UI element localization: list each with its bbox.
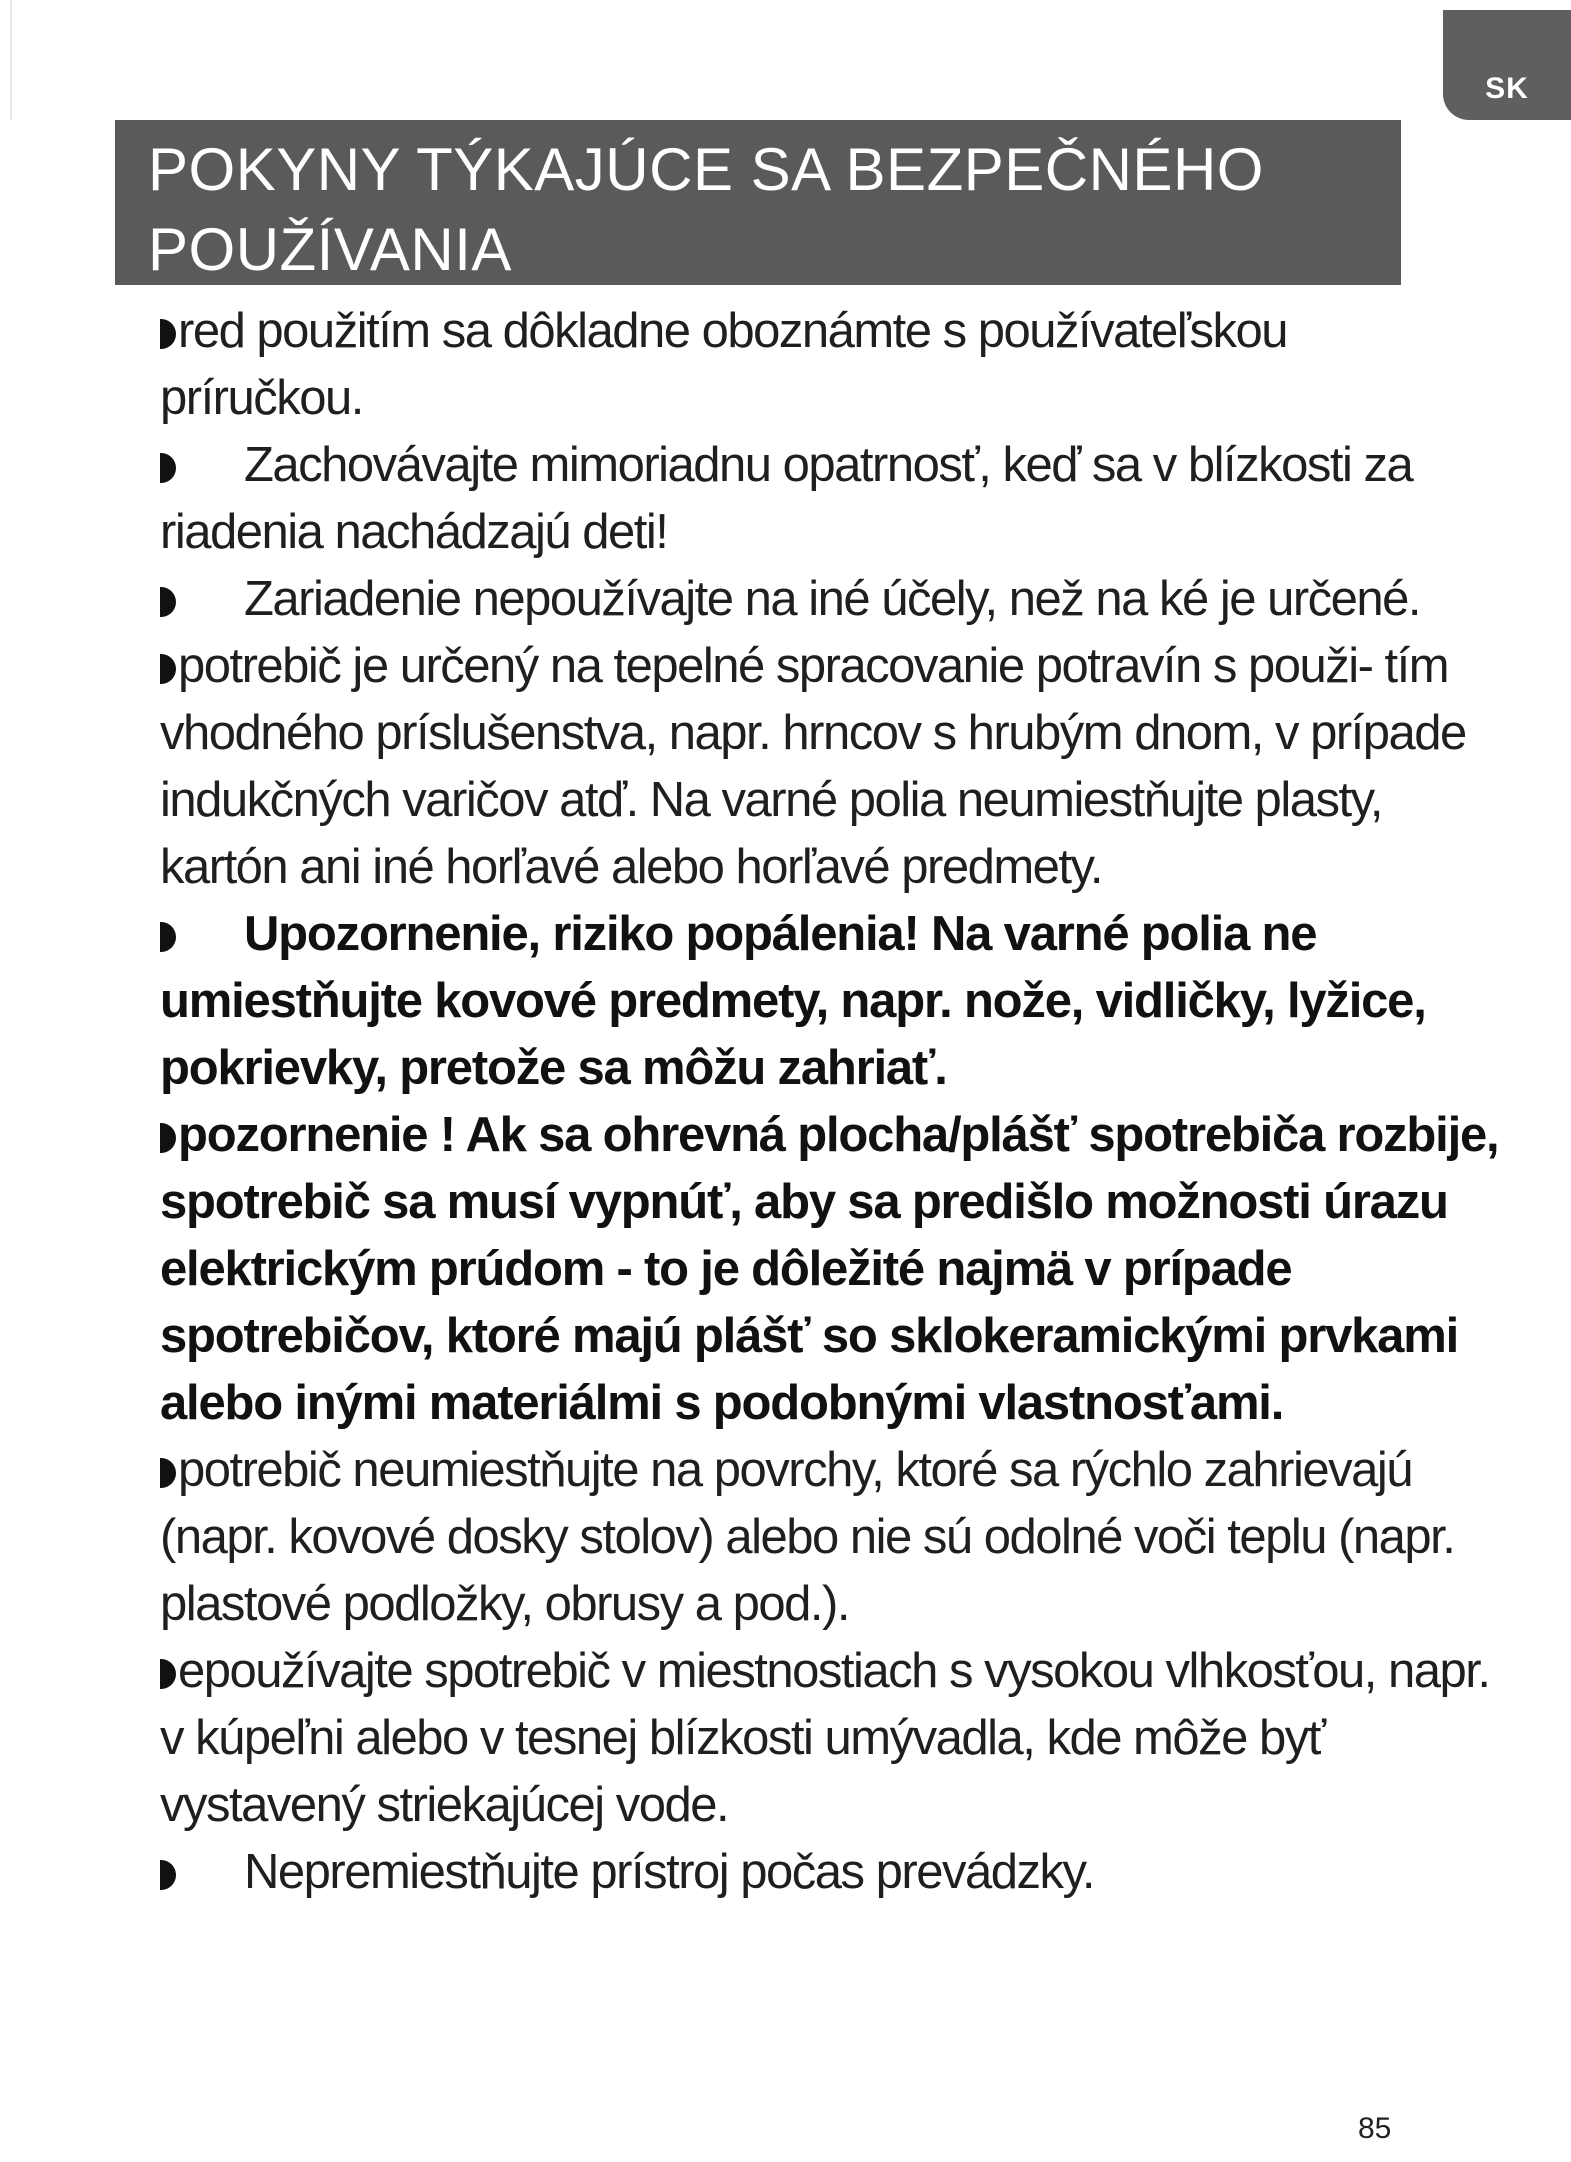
list-item-burn-warning: [160, 901, 1500, 1102]
list-item-text: potrebič je určený na tepelné spracovanie potravín s použi- tím vhodného príslušenstva, napr. hrncov s hrubým dnom, v prípade indukčných varičov atď. Na varné polia neumiestňujte plasty, kartón ani iné horľavé alebo horľavé predmety.: [160, 639, 1466, 894]
bullet-icon: [160, 654, 176, 684]
list-item-text: pozornenie ! Ak sa ohrevná plocha/plášť spotrebiča rozbije, spotrebič sa musí vypnúť, aby sa predišlo možnosti úrazu elektrickým prúdom - to je dôležité najmä v prípade spotrebičov, ktoré majú plášť so sklokeramickými prvkami alebo inými materiálmi s podobnými vlastnosťami.: [160, 1108, 1499, 1430]
language-tab: [1443, 10, 1571, 120]
list-item-heat-processing: [160, 633, 1500, 901]
list-item-read-manual: [160, 298, 1500, 432]
list-item-text: Zariadenie nepoužívajte na iné účely, než na ké je určené.: [244, 572, 1421, 626]
list-item-intended-use: [160, 566, 1500, 633]
list-item-text: epoužívajte spotrebič v miestnostiach s vysokou vlhkosťou, napr. v kúpeľni alebo v tesnej blízkosti umývadla, kde môže byť vystavený striekajúcej vode.: [160, 1644, 1490, 1832]
bullet-icon: [160, 1659, 176, 1689]
bullet-icon: [160, 922, 176, 952]
section-title-line-1: POKYNY TÝKAJÚCE SA BEZPEČNÉHO: [148, 136, 1264, 203]
language-tab-label: SK: [1485, 72, 1529, 105]
section-title-bar: [115, 120, 1401, 285]
list-item-text: potrebič neumiestňujte na povrchy, ktoré sa rýchlo zahrievajú (napr. kovové dosky stolov) alebo nie sú odolné voči teplu (napr. plastové podložky, obrusy a pod.).: [160, 1443, 1455, 1631]
list-item-text: Zachovávajte mimoriadnu opatrnosť, keď sa v blízkosti za riadenia nachádzajú deti!: [160, 438, 1413, 559]
section-title-line-2: POUŽÍVANIA: [148, 216, 512, 283]
bullet-icon: [160, 1458, 176, 1488]
bullet-icon: [160, 453, 176, 483]
safety-instructions-list: [160, 298, 1500, 1906]
list-item-broken-surface-warning: [160, 1102, 1500, 1437]
bullet-icon: [160, 587, 176, 617]
bullet-icon: [160, 319, 176, 349]
list-item-text: red použitím sa dôkladne oboznámte s používateľskou príručkou.: [160, 304, 1288, 425]
list-item-text: Nepremiestňujte prístroj počas prevádzky.: [244, 1845, 1094, 1899]
page-edge-line: [10, 0, 12, 120]
bullet-icon: [160, 1860, 176, 1890]
list-item-humidity: [160, 1638, 1500, 1839]
bullet-icon: [160, 1123, 176, 1153]
list-item-children-caution: [160, 432, 1500, 566]
page-number: 85: [1358, 2112, 1392, 2145]
list-item-text: Upozornenie, riziko popálenia! Na varné polia ne umiestňujte kovové predmety, napr. nože, vidličky, lyžice, pokrievky, pretože sa môžu zahriať.: [160, 907, 1426, 1095]
list-item-do-not-move: [160, 1839, 1500, 1906]
list-item-surface-placement: [160, 1437, 1500, 1638]
